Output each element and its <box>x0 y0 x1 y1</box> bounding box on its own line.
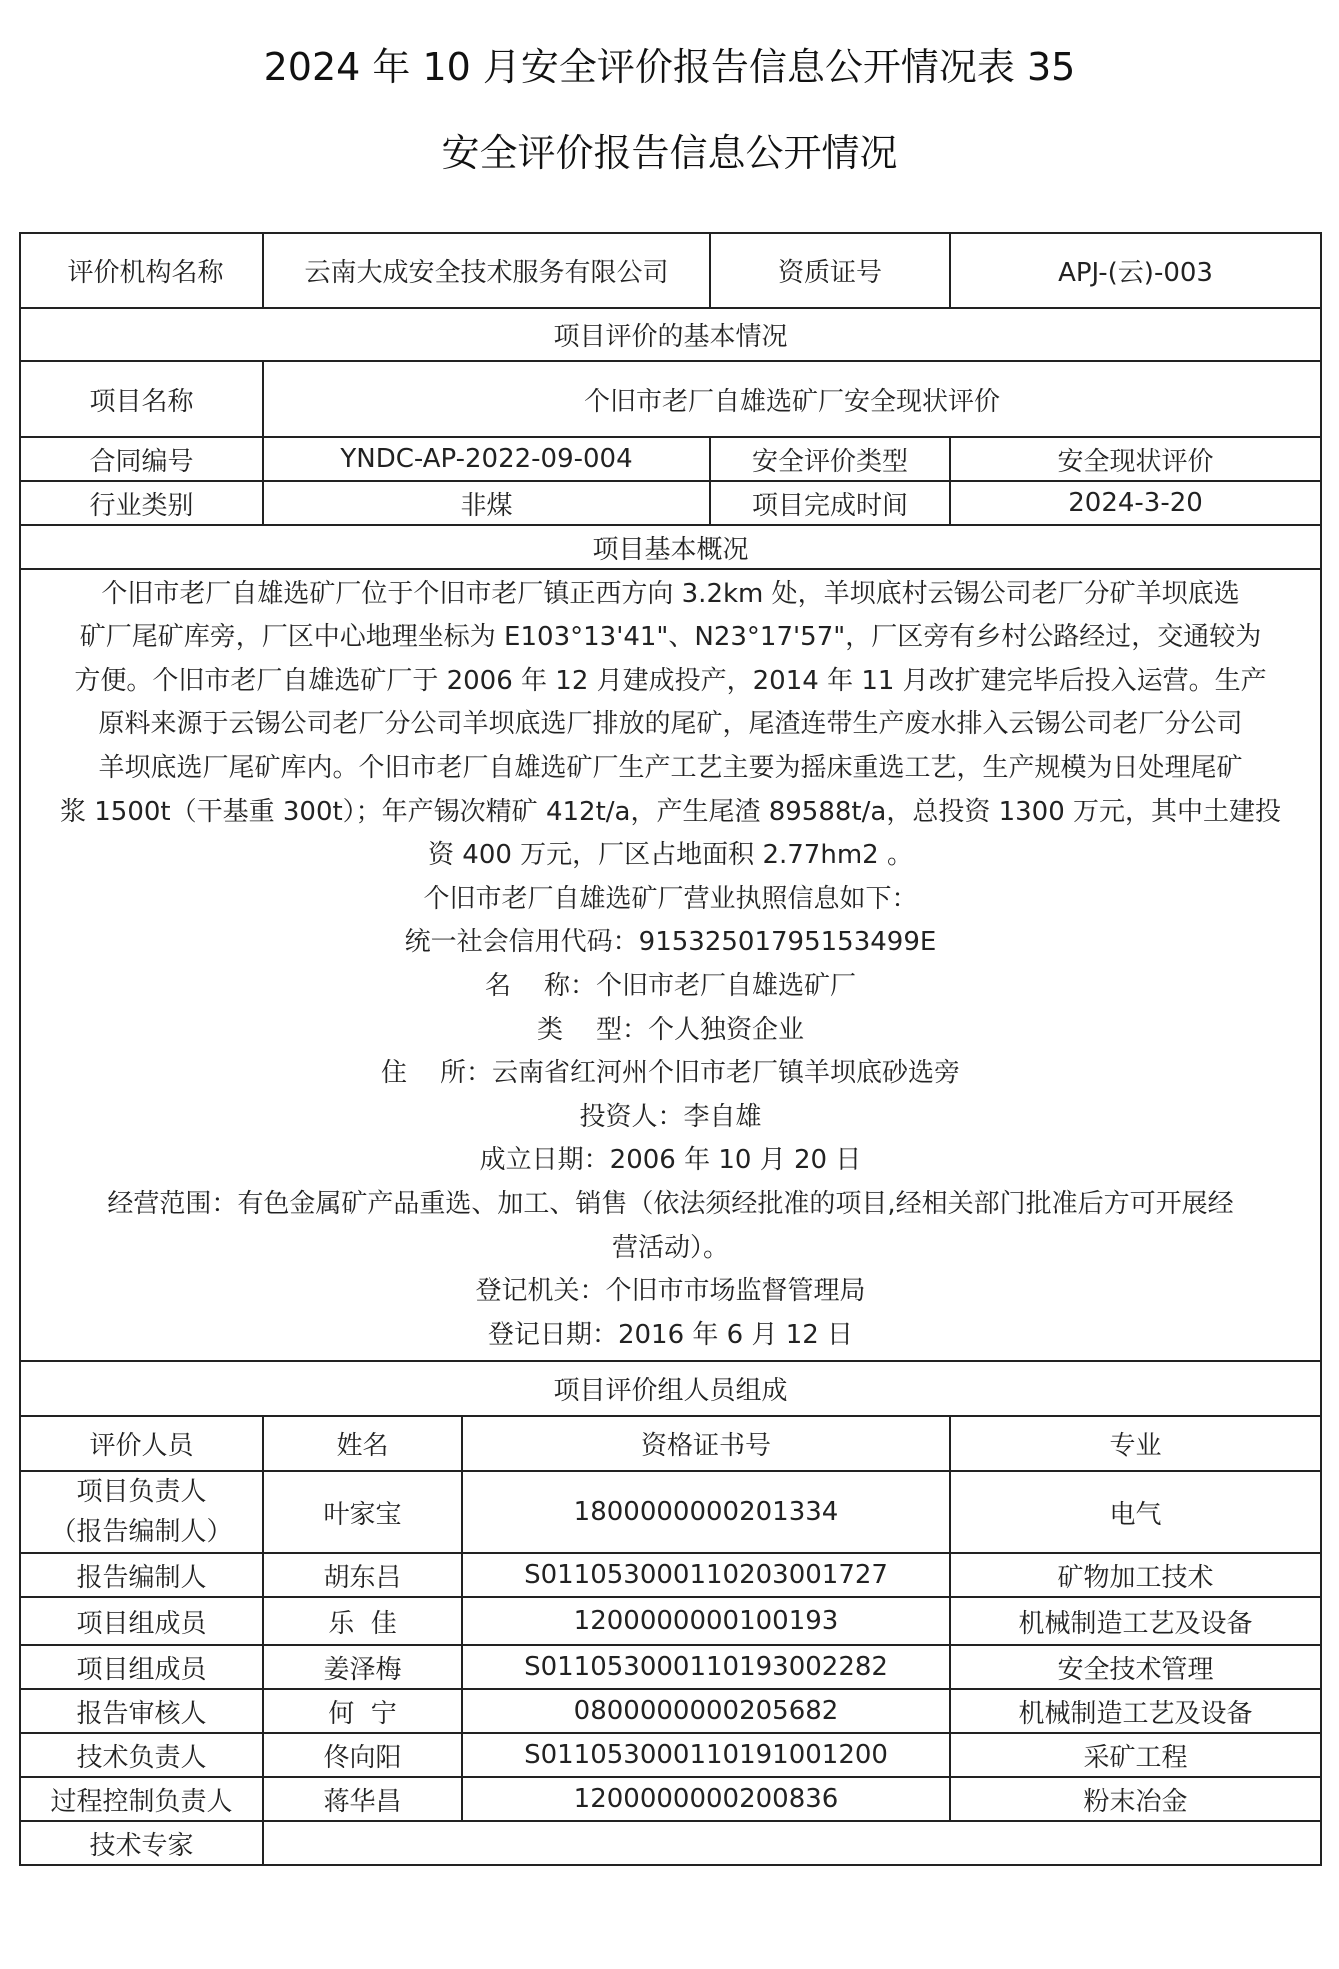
overview-line: 浆 1500t（干基重 300t）；年产锡次精矿 412t/a，产生尾渣 89588t/a，总投资 1300 万元，其中土建投 <box>59 796 1282 827</box>
document-title: 2024 年 10 月安全评价报告信息公开情况表 35 <box>263 45 1076 89</box>
team-row <box>20 1597 1321 1645</box>
team-role: 项目组成员 <box>20 1645 263 1689</box>
team-header-name: 姓名 <box>263 1416 462 1471</box>
project-name-row <box>20 361 1321 437</box>
team-name: 蒋华昌 <box>263 1777 462 1821</box>
contract-row <box>20 437 1321 481</box>
industry-label: 行业类别 <box>20 481 263 525</box>
document-subtitle: 安全评价报告信息公开情况 <box>441 131 898 175</box>
org-label: 评价机构名称 <box>20 233 263 308</box>
team-cert: 0800000000205682 <box>462 1689 950 1733</box>
team-row <box>20 1689 1321 1733</box>
overview-row <box>20 569 1321 1361</box>
team-major: 采矿工程 <box>950 1733 1321 1777</box>
overview-line: 类 型：个人独资企业 <box>536 1014 805 1045</box>
overview-line: 登记机关：个旧市市场监督管理局 <box>475 1276 866 1307</box>
team-section-row <box>20 1361 1321 1416</box>
team-role: 报告编制人 <box>20 1553 263 1597</box>
team-major: 粉末冶金 <box>950 1777 1321 1821</box>
team-name: 姜泽梅 <box>263 1645 462 1689</box>
overview-line: 矿厂尾矿库旁，厂区中心地理坐标为 E103°13'41"、N23°17'57"，厂区旁有乡村公路经过，交通较为 <box>79 622 1262 653</box>
eval-type-value: 安全现状评价 <box>950 437 1321 481</box>
team-header-cert: 资格证书号 <box>462 1416 950 1471</box>
expert-row <box>20 1821 1321 1865</box>
team-cert: 1200000000100193 <box>462 1597 950 1645</box>
team-role: 项目组成员 <box>20 1597 263 1645</box>
team-major: 机械制造工艺及设备 <box>950 1597 1321 1645</box>
overview-line: 经营范围：有色金属矿产品重选、加工、销售（依法须经批准的项目,经相关部门批准后方可开展经 <box>107 1188 1234 1219</box>
team-header-role: 评价人员 <box>20 1416 263 1471</box>
evaluation-table <box>19 232 1322 1866</box>
qual-label: 资质证号 <box>710 233 950 308</box>
expert-label: 技术专家 <box>20 1821 263 1865</box>
team-cert: 1200000000200836 <box>462 1777 950 1821</box>
basic-section-heading: 项目评价的基本情况 <box>20 308 1321 361</box>
team-major: 矿物加工技术 <box>950 1553 1321 1597</box>
overview-line: 住 所：云南省红河州个旧市老厂镇羊坝底砂选旁 <box>380 1058 961 1089</box>
team-name: 乐 佳 <box>263 1597 462 1645</box>
project-name-label: 项目名称 <box>20 361 263 437</box>
overview-line: 个旧市老厂自雄选矿厂位于个旧市老厂镇正西方向 3.2km 处，羊坝底村云锡公司老厂分矿羊坝底选 <box>101 578 1240 609</box>
org-name: 云南大成安全技术服务有限公司 <box>263 233 710 308</box>
industry-value: 非煤 <box>263 481 710 525</box>
team-header-row <box>20 1416 1321 1471</box>
finish-value: 2024-3-20 <box>950 481 1321 525</box>
team-role: 过程控制负责人 <box>20 1777 263 1821</box>
team-row <box>20 1471 1321 1553</box>
overview-line: 原料来源于云锡公司老厂分公司羊坝底选厂排放的尾矿，尾渣连带生产废水排入云锡公司老厂分公司 <box>98 709 1243 740</box>
team-role <box>20 1471 263 1553</box>
contract-label: 合同编号 <box>20 437 263 481</box>
team-row <box>20 1645 1321 1689</box>
basic-section-row <box>20 308 1321 361</box>
overview-text <box>20 569 1321 1361</box>
team-name: 佟向阳 <box>263 1733 462 1777</box>
team-section-heading: 项目评价组人员组成 <box>20 1361 1321 1416</box>
team-major: 安全技术管理 <box>950 1645 1321 1689</box>
team-row <box>20 1777 1321 1821</box>
team-role-line: （报告编制人） <box>50 1517 233 1547</box>
team-major: 机械制造工艺及设备 <box>950 1689 1321 1733</box>
team-cert: S011053000110191001200 <box>462 1733 950 1777</box>
team-row <box>20 1553 1321 1597</box>
team-cert: S011053000110193002282 <box>462 1645 950 1689</box>
team-cert: S011053000110203001727 <box>462 1553 950 1597</box>
overview-line: 投资人：李自雄 <box>579 1101 762 1132</box>
finish-label: 项目完成时间 <box>710 481 950 525</box>
team-name: 何 宁 <box>263 1689 462 1733</box>
overview-line: 营活动）。 <box>612 1232 730 1263</box>
overview-line: 成立日期：2006 年 10 月 20 日 <box>479 1145 862 1176</box>
team-cert: 1800000000201334 <box>462 1471 950 1553</box>
overview-line: 资 400 万元，厂区占地面积 2.77hm2 。 <box>428 840 913 871</box>
team-role: 报告审核人 <box>20 1689 263 1733</box>
overview-section-row <box>20 525 1321 569</box>
project-name-value: 个旧市老厂自雄选矿厂安全现状评价 <box>263 361 1321 437</box>
overview-line: 方便。个旧市老厂自雄选矿厂于 2006 年 12 月建成投产，2014 年 11 月改扩建完毕后投入运营。生产 <box>74 665 1267 696</box>
overview-line: 登记日期：2016 年 6 月 12 日 <box>487 1319 854 1350</box>
team-row <box>20 1733 1321 1777</box>
overview-line: 统一社会信用代码：91532501795153499E <box>404 927 937 958</box>
overview-line: 个旧市老厂自雄选矿厂营业执照信息如下： <box>423 883 918 914</box>
team-role-line: 项目负责人 <box>76 1477 207 1507</box>
team-role: 技术负责人 <box>20 1733 263 1777</box>
eval-type-label: 安全评价类型 <box>710 437 950 481</box>
overview-section-heading: 项目基本概况 <box>20 525 1321 569</box>
org-row <box>20 233 1321 308</box>
team-name: 胡东吕 <box>263 1553 462 1597</box>
team-name: 叶家宝 <box>263 1471 462 1553</box>
overview-line: 名 称：个旧市老厂自雄选矿厂 <box>484 971 857 1001</box>
contract-value: YNDC-AP-2022-09-004 <box>263 437 710 481</box>
expert-value <box>263 1821 1321 1865</box>
team-major: 电气 <box>950 1471 1321 1553</box>
team-rows <box>20 1471 1321 1821</box>
overview-line: 羊坝底选厂尾矿库内。个旧市老厂自雄选矿厂生产工艺主要为摇床重选工艺，生产规模为日处理尾矿 <box>98 753 1243 784</box>
qual-value: APJ-(云)-003 <box>950 233 1321 308</box>
team-header-major: 专业 <box>950 1416 1321 1471</box>
industry-row <box>20 481 1321 525</box>
